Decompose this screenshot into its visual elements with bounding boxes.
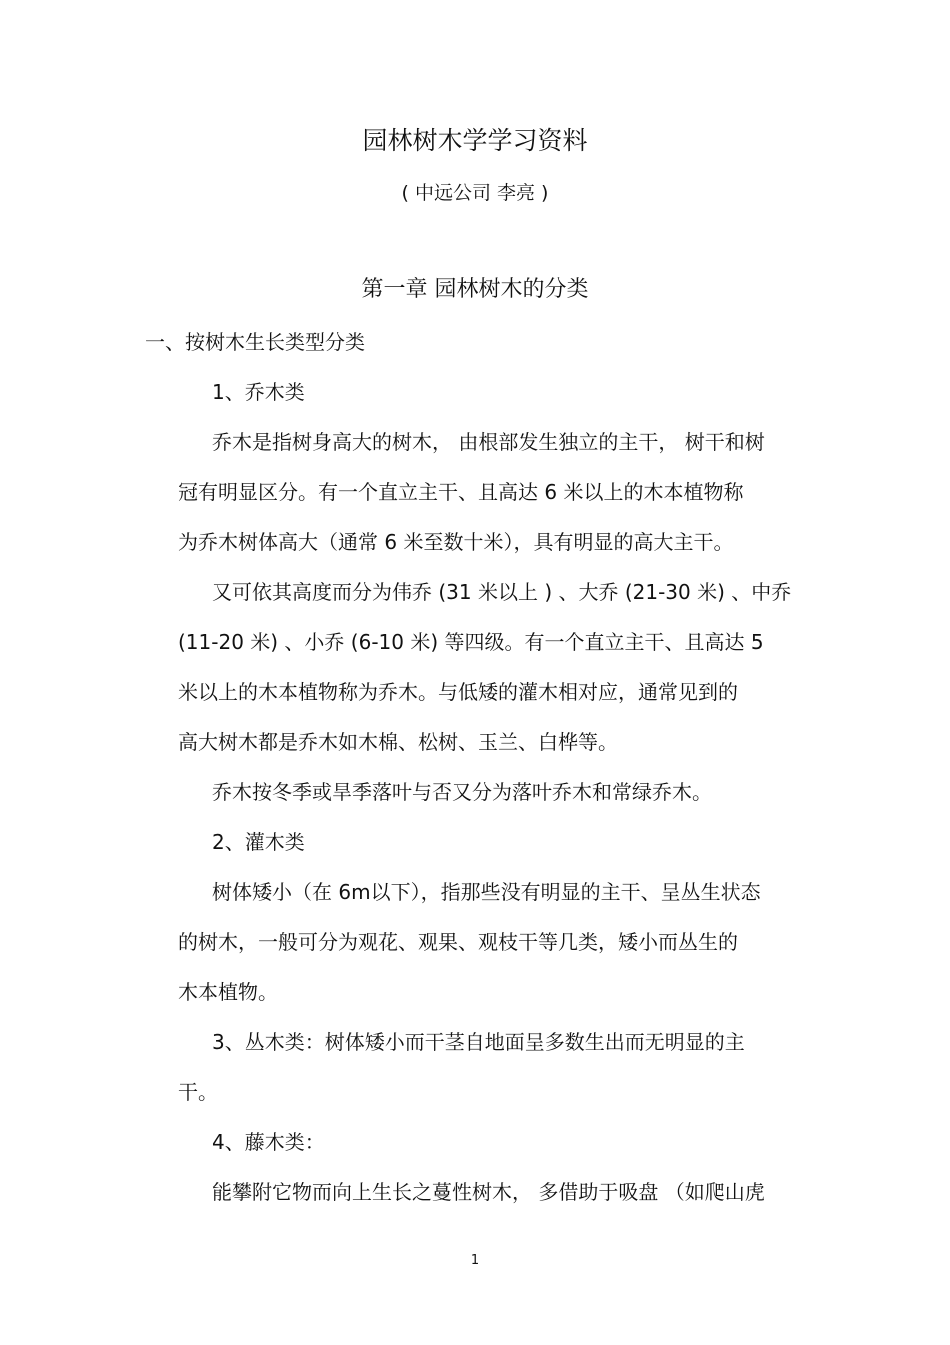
paragraph-line: 木本植物。 — [178, 980, 278, 1004]
section-heading: 一、按树木生长类型分类 — [145, 330, 365, 354]
document-subtitle: ( 中远公司 李亮 ) — [401, 182, 549, 204]
paragraph-line: 树体矮小（在 6m以下），指那些没有明显的主干、呈丛生状态 — [212, 880, 761, 904]
subheading: 1、乔木类 — [212, 380, 305, 404]
subheading: 2、灌木类 — [212, 830, 305, 854]
paragraph-line: 能攀附它物而向上生长之蔓性树木， 多借助于吸盘 （如爬山虎 — [212, 1180, 765, 1204]
paragraph-line: 为乔木树体高大（通常 6 米至数十米），具有明显的高大主干。 — [178, 530, 734, 554]
paragraph-line: 的树木，一般可分为观花、观果、观枝干等几类，矮小而丛生的 — [178, 930, 738, 954]
paragraph-line: 干。 — [178, 1080, 218, 1104]
paragraph-line: 乔木按冬季或旱季落叶与否又分为落叶乔木和常绿乔木。 — [212, 780, 712, 804]
paragraph-line: (11-20 米) 、小乔 (6-10 米) 等四级。有一个直立主干、且高达 5 — [178, 630, 764, 654]
document-title: 园林树木学学习资料 — [362, 126, 588, 155]
paragraph-line: 3、丛木类：树体矮小而干茎自地面呈多数生出而无明显的主 — [212, 1030, 745, 1054]
paragraph-line: 冠有明显区分。有一个直立主干、且高达 6 米以上的木本植物称 — [178, 480, 744, 504]
paragraph-line: 米以上的木本植物称为乔木。与低矮的灌木相对应，通常见到的 — [178, 680, 738, 704]
paragraph-line: 高大树木都是乔木如木棉、松树、玉兰、白桦等。 — [178, 730, 618, 754]
paragraph-line: 乔木是指树身高大的树木， 由根部发生独立的主干， 树干和树 — [212, 430, 765, 454]
page-number: 1 — [470, 1253, 480, 1268]
paragraph-line: 又可依其高度而分为伟乔 (31 米以上 ) 、大乔 (21-30 米) 、中乔 — [212, 580, 792, 604]
chapter-heading: 第一章 园林树木的分类 — [361, 277, 589, 302]
subheading: 4、藤木类： — [212, 1130, 325, 1154]
